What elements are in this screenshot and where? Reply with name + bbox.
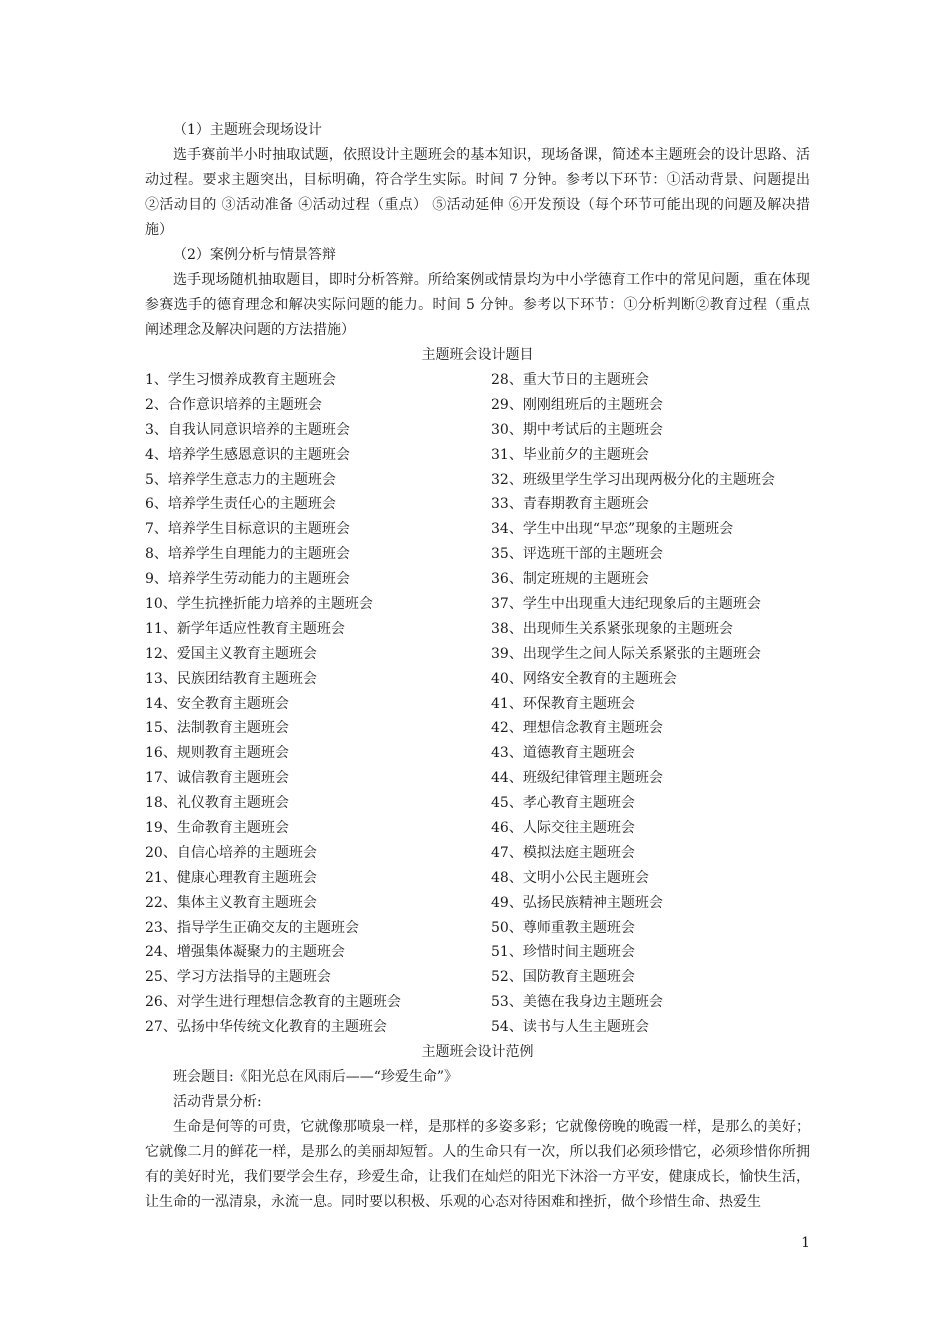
section2-heading: （2）案例分析与情景答辩	[173, 247, 336, 263]
example-background-label: 活动背景分析:	[173, 1094, 262, 1111]
topic-item: 25、学习方法指导的主题班会	[145, 969, 331, 986]
topic-item: 5、培养学生意志力的主题班会	[145, 471, 336, 488]
topic-item: 44、班级纪律管理主题班会	[491, 770, 663, 787]
topic-item: 4、培养学生感恩意识的主题班会	[145, 446, 350, 463]
topic-item: 28、重大节日的主题班会	[491, 372, 649, 388]
topic-item: 15、法制教育主题班会	[145, 720, 289, 737]
topic-item: 34、学生中出现“早恋”现象的主题班会	[491, 521, 734, 538]
topic-item: 48、文明小公民主题班会	[491, 869, 649, 886]
topic-item: 2、合作意识培养的主题班会	[145, 396, 322, 413]
topic-item: 9、培养学生劳动能力的主题班会	[145, 571, 350, 588]
topic-item: 13、民族团结教育主题班会	[145, 670, 317, 687]
topic-item: 24、增强集体凝聚力的主题班会	[145, 944, 345, 961]
topic-item: 27、弘扬中华传统文化教育的主题班会	[145, 1019, 387, 1036]
topic-item: 29、刚刚组班后的主题班会	[491, 396, 663, 413]
topic-item: 38、出现师生关系紧张现象的主题班会	[491, 620, 733, 637]
section1-body: 选手赛前半小时抽取试题，依照设计主题班会的基本知识，现场备课，简述本主题班会的设计思路、活动过程。要求主题突出，目标明确，符合学生实际。时间 7 分钟。参考以下环节：①活动背景、问题提出 ②活动目的 ③活动准备 ④活动过程（重点） ⑤活动延伸 ⑥开发预设（每个环节可能出现的问题及解决措施）	[145, 147, 810, 238]
topic-item: 16、规则教育主题班会	[145, 745, 289, 762]
topic-item: 54、读书与人生主题班会	[491, 1019, 649, 1036]
topic-item: 3、自我认同意识培养的主题班会	[145, 421, 350, 438]
topics-title: 主题班会设计题目	[421, 347, 534, 363]
topic-item: 30、期中考试后的主题班会	[491, 421, 663, 438]
topic-item: 32、班级里学生学习出现两极分化的主题班会	[491, 471, 775, 488]
topic-item: 31、毕业前夕的主题班会	[491, 446, 649, 463]
topic-item: 21、健康心理教育主题班会	[145, 869, 317, 886]
topic-item: 8、培养学生自理能力的主题班会	[145, 546, 350, 563]
topic-item: 41、环保教育主题班会	[491, 695, 635, 712]
section1-heading: （1）主题班会现场设计	[173, 122, 322, 138]
topic-item: 14、安全教育主题班会	[145, 695, 289, 712]
topic-item: 7、培养学生目标意识的主题班会	[145, 521, 350, 538]
topic-item: 19、生命教育主题班会	[145, 820, 289, 837]
topic-item: 50、尊师重教主题班会	[491, 919, 635, 936]
topics-left-column	[145, 368, 491, 1040]
topic-item: 53、美德在我身边主题班会	[491, 994, 663, 1011]
topic-item: 11、新学年适应性教育主题班会	[145, 620, 345, 637]
topic-item: 18、礼仪教育主题班会	[145, 795, 289, 812]
topic-item: 17、诚信教育主题班会	[145, 770, 289, 787]
topic-item: 33、青春期教育主题班会	[491, 496, 649, 513]
section2-body: 选手现场随机抽取题目，即时分析答辩。所给案例或情景均为中小学德育工作中的常见问题，重在体现参赛选手的德育理念和解决实际问题的能力。时间 5 分钟。参考以下环节：①分析判断②教育过程（重点 阐述理念及解决问题的方法措施）	[145, 272, 810, 338]
topic-item: 39、出现学生之间人际关系紧张的主题班会	[491, 645, 761, 662]
topics-list	[145, 368, 810, 1040]
topic-item: 46、人际交往主题班会	[491, 820, 635, 837]
topic-item: 26、对学生进行理想信念教育的主题班会	[145, 994, 401, 1011]
topic-item: 52、国防教育主题班会	[491, 969, 635, 986]
topic-item: 1、学生习惯养成教育主题班会	[145, 372, 336, 388]
topic-item: 37、学生中出现重大违纪现象后的主题班会	[491, 596, 761, 613]
topics-right-column	[491, 368, 810, 1040]
topic-item: 45、孝心教育主题班会	[491, 795, 635, 812]
example-title: 主题班会设计范例	[421, 1044, 534, 1061]
topic-item: 43、道德教育主题班会	[491, 745, 635, 762]
topic-item: 51、珍惜时间主题班会	[491, 944, 635, 961]
topic-item: 6、培养学生责任心的主题班会	[145, 496, 336, 513]
example-topic: 班会题目:《阳光总在风雨后——“珍爱生命”》	[173, 1069, 459, 1086]
topic-item: 49、弘扬民族精神主题班会	[491, 894, 663, 911]
topic-item: 36、制定班规的主题班会	[491, 571, 649, 588]
topic-item: 42、理想信念教育主题班会	[491, 720, 663, 737]
topic-item: 23、指导学生正确交友的主题班会	[145, 919, 359, 936]
topic-item: 22、集体主义教育主题班会	[145, 894, 317, 911]
topic-item: 12、爱国主义教育主题班会	[145, 645, 317, 662]
page-content	[145, 118, 810, 1215]
topic-item: 40、网络安全教育的主题班会	[491, 670, 677, 687]
example-background: 生命是何等的可贵，它就像那喷泉一样，是那样的多姿多彩；它就像傍晚的晚霞一样，是那么的美好；它就像二月的鲜花一样，是那么的美丽却短暂。人的生命只有一次，所以我们必须珍惜它，必须珍惜你所拥有的美好时光，我们要学会生存，珍爱生命，让我们在灿烂的阳光下沐浴一方平安，健康成长，愉快生活，让生命的一泓清泉，永流一息。同时要以积极、乐观的心态对待困难和挫折，做个珍惜生命、热爱生	[145, 1119, 810, 1211]
topic-item: 47、模拟法庭主题班会	[491, 844, 635, 861]
topic-item: 35、评选班干部的主题班会	[491, 546, 663, 563]
topic-item: 20、自信心培养的主题班会	[145, 844, 317, 861]
topic-item: 10、学生抗挫折能力培养的主题班会	[145, 596, 373, 613]
page-number: 1	[801, 1235, 810, 1251]
